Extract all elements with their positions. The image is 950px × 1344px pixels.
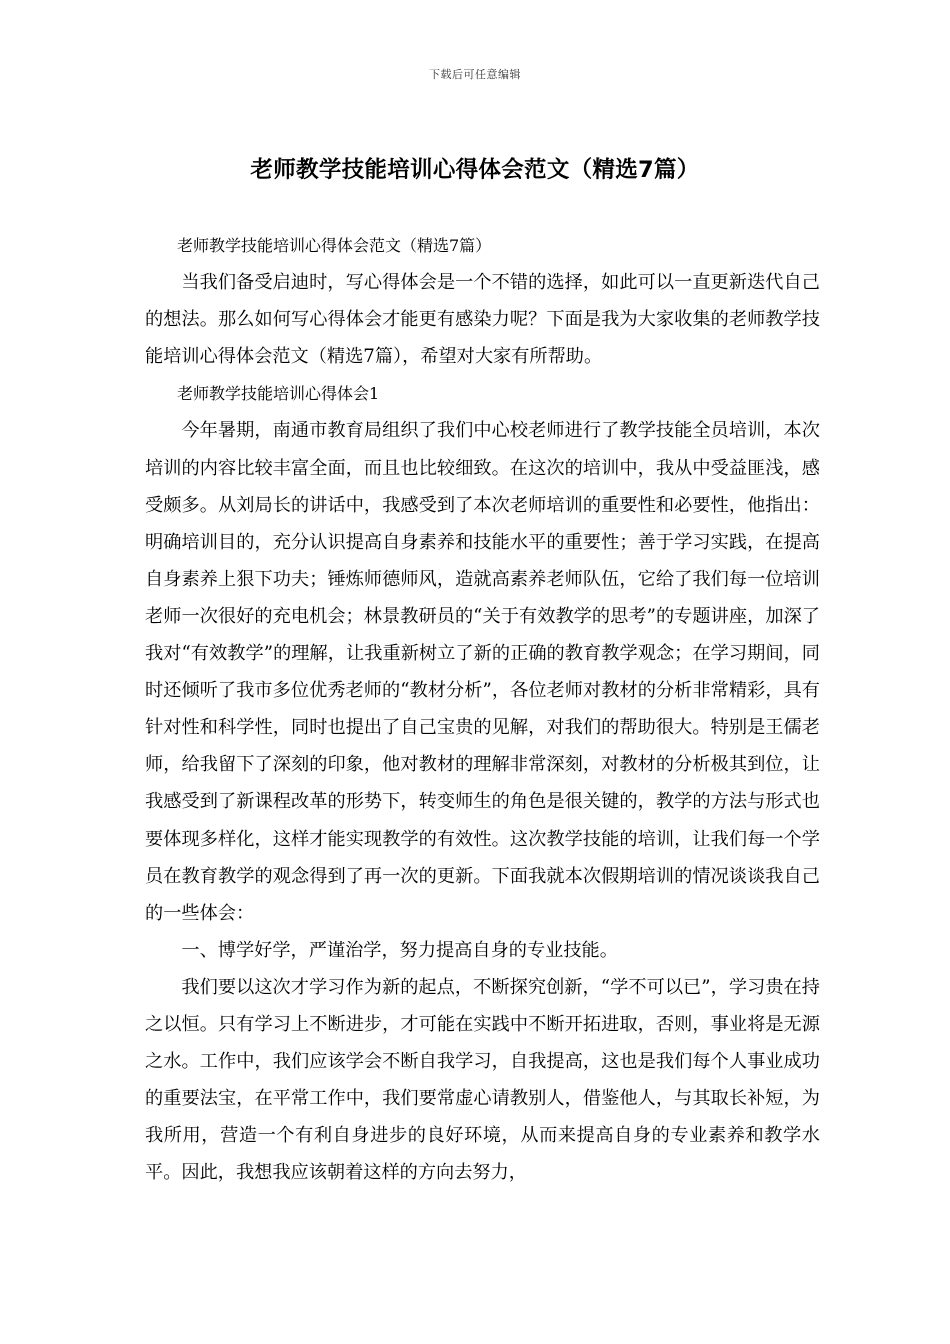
body-paragraph: 今年暑期，南通市教育局组织了我们中心校老师进行了教学技能全员培训，本次培训的内容比较丰富全面，而且也比较细致。在这次的培训中，我从中受益匪浅，感受颇多。从刘局长的讲话中，我感受到了本次老师培训的重要性和必要性，他指出：明确培训目的，充分认识提高自身素养和技能水平的重要性；善于学习实践，在提高自身素养上狠下功夫；锤炼师德师风，造就高素养老师队伍，它给了我们每一位培训老师一次很好的充电机会；林景教研员的“关于有效教学的思考”的专题讲座，加深了我对“有效教学”的理解，让我重新树立了新的正确的教育教学观念；在学习期间，同时还倾听了我市多位优秀老师的“教材分析”，各位老师对教材的分析非常精彩，具有针对性和科学性，同时也提出了自己宝贵的见解，对我们的帮助很大。特别是王儒老师，给我留下了深刻的印象，他对教材的理解非常深刻，对教材的分析极其到位，让我感受到了新课程改革的形势下，转变师生的角色是很关键的，教学的方法与形式也要体现多样化，这样才能实现教学的有效性。这次教学技能的培训，让我们每一个学员在教育教学的观念得到了再一次的更新。下面我就本次假期培训的情况谈谈我自己的一些体会： xyxy=(145,420,820,924)
point-heading: 一、博学好学，严谨治学，努力提高自身的专业技能。 xyxy=(181,939,618,961)
subtitle-paragraph: 老师教学技能培训心得体会范文（精选7篇） xyxy=(177,236,492,255)
document-title: 老师教学技能培训心得体会范文（精选7篇） xyxy=(250,157,700,183)
header-note: 下载后可任意编辑 xyxy=(429,68,521,81)
intro-paragraph: 当我们备受启迪时，写心得体会是一个不错的选择，如此可以一直更新迭代自己的想法。那么如何写心得体会才能更有感染力呢？下面是我为大家收集的老师教学技能培训心得体会范文（精选7篇），希望对大家有所帮助。 xyxy=(145,272,820,368)
section-heading: 老师教学技能培训心得体会1 xyxy=(177,384,380,404)
body-paragraph: 我们要以这次才学习作为新的起点，不断探究创新，“学不可以已”，学习贵在持之以恒。只有学习上不断进步，才可能在实践中不断开拓进取，否则，事业将是无源之水。工作中，我们应该学会不断自我学习，自我提高，这也是我们每个人事业成功的重要法宝，在平常工作中，我们要常虚心请教别人，借鉴他人，与其取长补短，为我所用，营造一个有利自身进步的良好环境，从而来提高自身的专业素养和教学水平。因此，我想我应该朝着这样的方向去努力， xyxy=(145,976,820,1184)
document-body xyxy=(145,227,820,1191)
